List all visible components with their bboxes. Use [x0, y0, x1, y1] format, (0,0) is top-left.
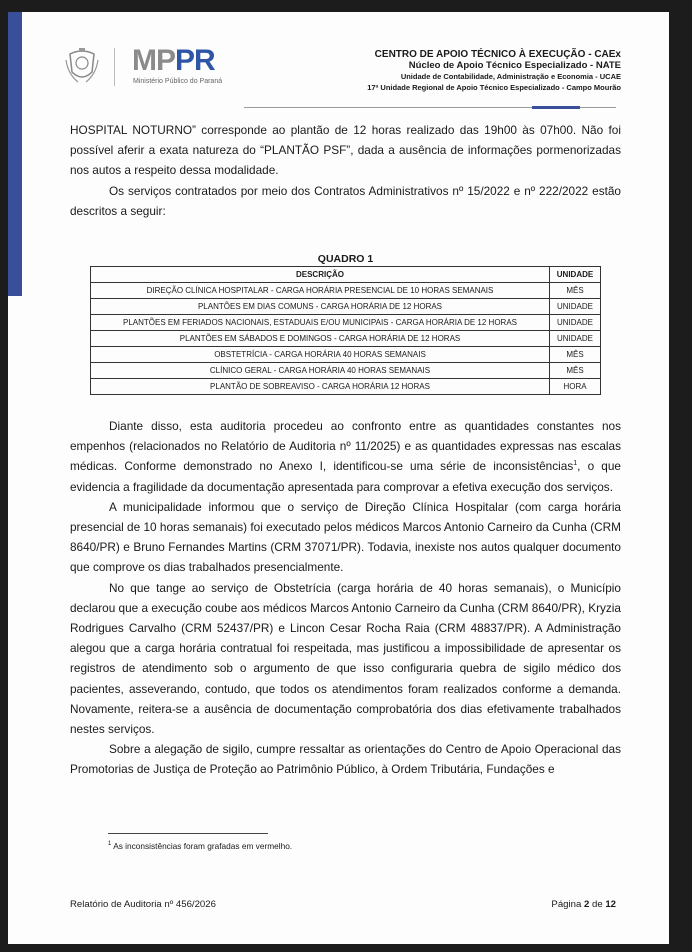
header-line-4: 17ª Unidade Regional de Apoio Técnico Especializado - Campo Mourão — [367, 83, 621, 92]
cell-description: PLANTÕES EM SÁBADOS E DOMINGOS - CARGA HORÁRIA DE 12 HORAS — [91, 331, 550, 347]
cell-description: CLÍNICO GERAL - CARGA HORÁRIA 40 HORAS SEMANAIS — [91, 363, 550, 379]
logo-separator — [114, 48, 115, 86]
paragraph-3: Diante disso, esta auditoria procedeu ao confronto entre as quantidades constantes nos empenhos (relacionados no Relatório de Auditoria nº 11/2025) e as quantidades expressas nas escalas médicas. Conforme demonstrado no Anexo I, identificou-se uma série de inconsistências$^1$, o que evidencia a fragilidade da documentação apresentada para comprovar a efetiva execução dos serviços. — [70, 419, 621, 494]
cell-unit: HORA — [550, 379, 601, 395]
cell-unit: MÊS — [550, 283, 601, 299]
header-unit: UNIDADE — [550, 267, 601, 283]
parana-crest-icon — [64, 46, 100, 86]
cell-unit: MÊS — [550, 347, 601, 363]
cell-description: DIREÇÃO CLÍNICA HOSPITALAR - CARGA HORÁRIA PRESENCIAL DE 10 HORAS SEMANAIS — [91, 283, 550, 299]
table-header-row — [91, 267, 601, 283]
footnote: $^1$ As inconsistências foram grafadas em vermelho. — [108, 841, 293, 851]
cell-unit: MÊS — [550, 363, 601, 379]
table-row — [91, 363, 601, 379]
footer-report-id: Relatório de Auditoria nº 456/2026 — [70, 899, 216, 910]
header-line-2: Núcleo de Apoio Técnico Especializado - NATE — [408, 60, 621, 71]
header-description: DESCRIÇÃO — [91, 267, 550, 283]
header-institution — [367, 49, 621, 93]
body-top — [70, 120, 621, 221]
cell-unit: UNIDADE — [550, 315, 601, 331]
footer-page-number: Página 2 de 12 — [551, 899, 616, 910]
cell-description: PLANTÕES EM FERIADOS NACIONAIS, ESTADUAIS E/OU MUNICIPAIS - CARGA HORÁRIA DE 12 HORAS — [91, 315, 550, 331]
paragraph-5: No que tange ao serviço de Obstetrícia (carga horária de 40 horas semanais), o Município declarou que a execução coube aos médicos Marcos Antonio Carneiro da Cunha (CRM 8640/PR), Kryzia Rodrigues Carvalho (CRM 52437/PR) e Lincon Cesar Rocha Raia (CRM 48837/PR). A Administração alegou que a carga horária contratual foi respeitada, mas justificou a impossibilidade de apresentar os registros de atendimento sob o argumento de que isso configuraria quebra de sigilo médico dos pacientes, asseverando, contudo, que todos os atendimentos foram realizados conforme a demanda. Novamente, reitera-se a ausência de documentação comprobatória dos dias efetivamente trabalhados nestes serviços. — [70, 580, 621, 737]
document-page — [8, 12, 669, 944]
cell-description: PLANTÃO DE SOBREAVISO - CARGA HORÁRIA 12 HORAS — [91, 379, 550, 395]
paragraph-1: HOSPITAL NOTURNO” corresponde ao plantão de 12 horas realizado das 19h00 às 07h00. Não foi possível aferir a exata natureza do “PLANTÃO PSF”, dada a ausência de informações pormenorizadas nos autos a respeito dessa modalidade. — [70, 123, 621, 178]
footnote-rule — [108, 833, 268, 834]
paragraph-4: A municipalidade informou que o serviço de Direção Clínica Hospitalar (com carga horária presencial de 10 horas semanais) foi executado pelos médicos Marcos Antonio Carneiro da Cunha (CRM 8640/PR) e Bruno Fernandes Martins (CRM 37071/PR). Todavia, inexiste nos autos qualquer documento que comprove os dias trabalhados presencialmente. — [70, 499, 621, 575]
table-row — [91, 315, 601, 331]
cell-description: PLANTÕES EM DIAS COMUNS - CARGA HORÁRIA DE 12 HORAS — [91, 299, 550, 315]
body-bottom — [70, 416, 621, 780]
table-row — [91, 299, 601, 315]
table-row — [91, 331, 601, 347]
logo-subtitle: Ministério Público do Paraná — [133, 78, 223, 85]
header-rule-accent — [532, 106, 580, 109]
table-title: QUADRO 1 — [317, 253, 374, 265]
header-line-1: CENTRO DE APOIO TÉCNICO À EXECUÇÃO - CAEx — [374, 49, 621, 60]
table-row — [91, 283, 601, 299]
paragraph-2: Os serviços contratados por meio dos Contratos Administrativos nº 15/2022 e nº 222/2022 estão descritos a seguir: — [70, 183, 621, 218]
table-row — [91, 379, 601, 395]
cell-unit: UNIDADE — [550, 331, 601, 347]
footnote-ref[interactable]: 1 — [573, 460, 578, 468]
cell-description: OBSTETRÍCIA - CARGA HORÁRIA 40 HORAS SEMANAIS — [91, 347, 550, 363]
page-side-bar — [8, 12, 22, 296]
paragraph-6: Sobre a alegação de sigilo, cumpre ressaltar as orientações do Centro de Apoio Operacional das Promotorias de Justiça de Proteção ao Patrimônio Público, à Ordem Tributária, Fundações e — [70, 742, 621, 777]
header-line-3: Unidade de Contabilidade, Administração e Economia - UCAE — [400, 72, 621, 81]
cell-unit: UNIDADE — [550, 299, 601, 315]
table-row — [91, 347, 601, 363]
services-table — [90, 266, 601, 395]
mppr-logo: MPPR — [132, 44, 215, 77]
